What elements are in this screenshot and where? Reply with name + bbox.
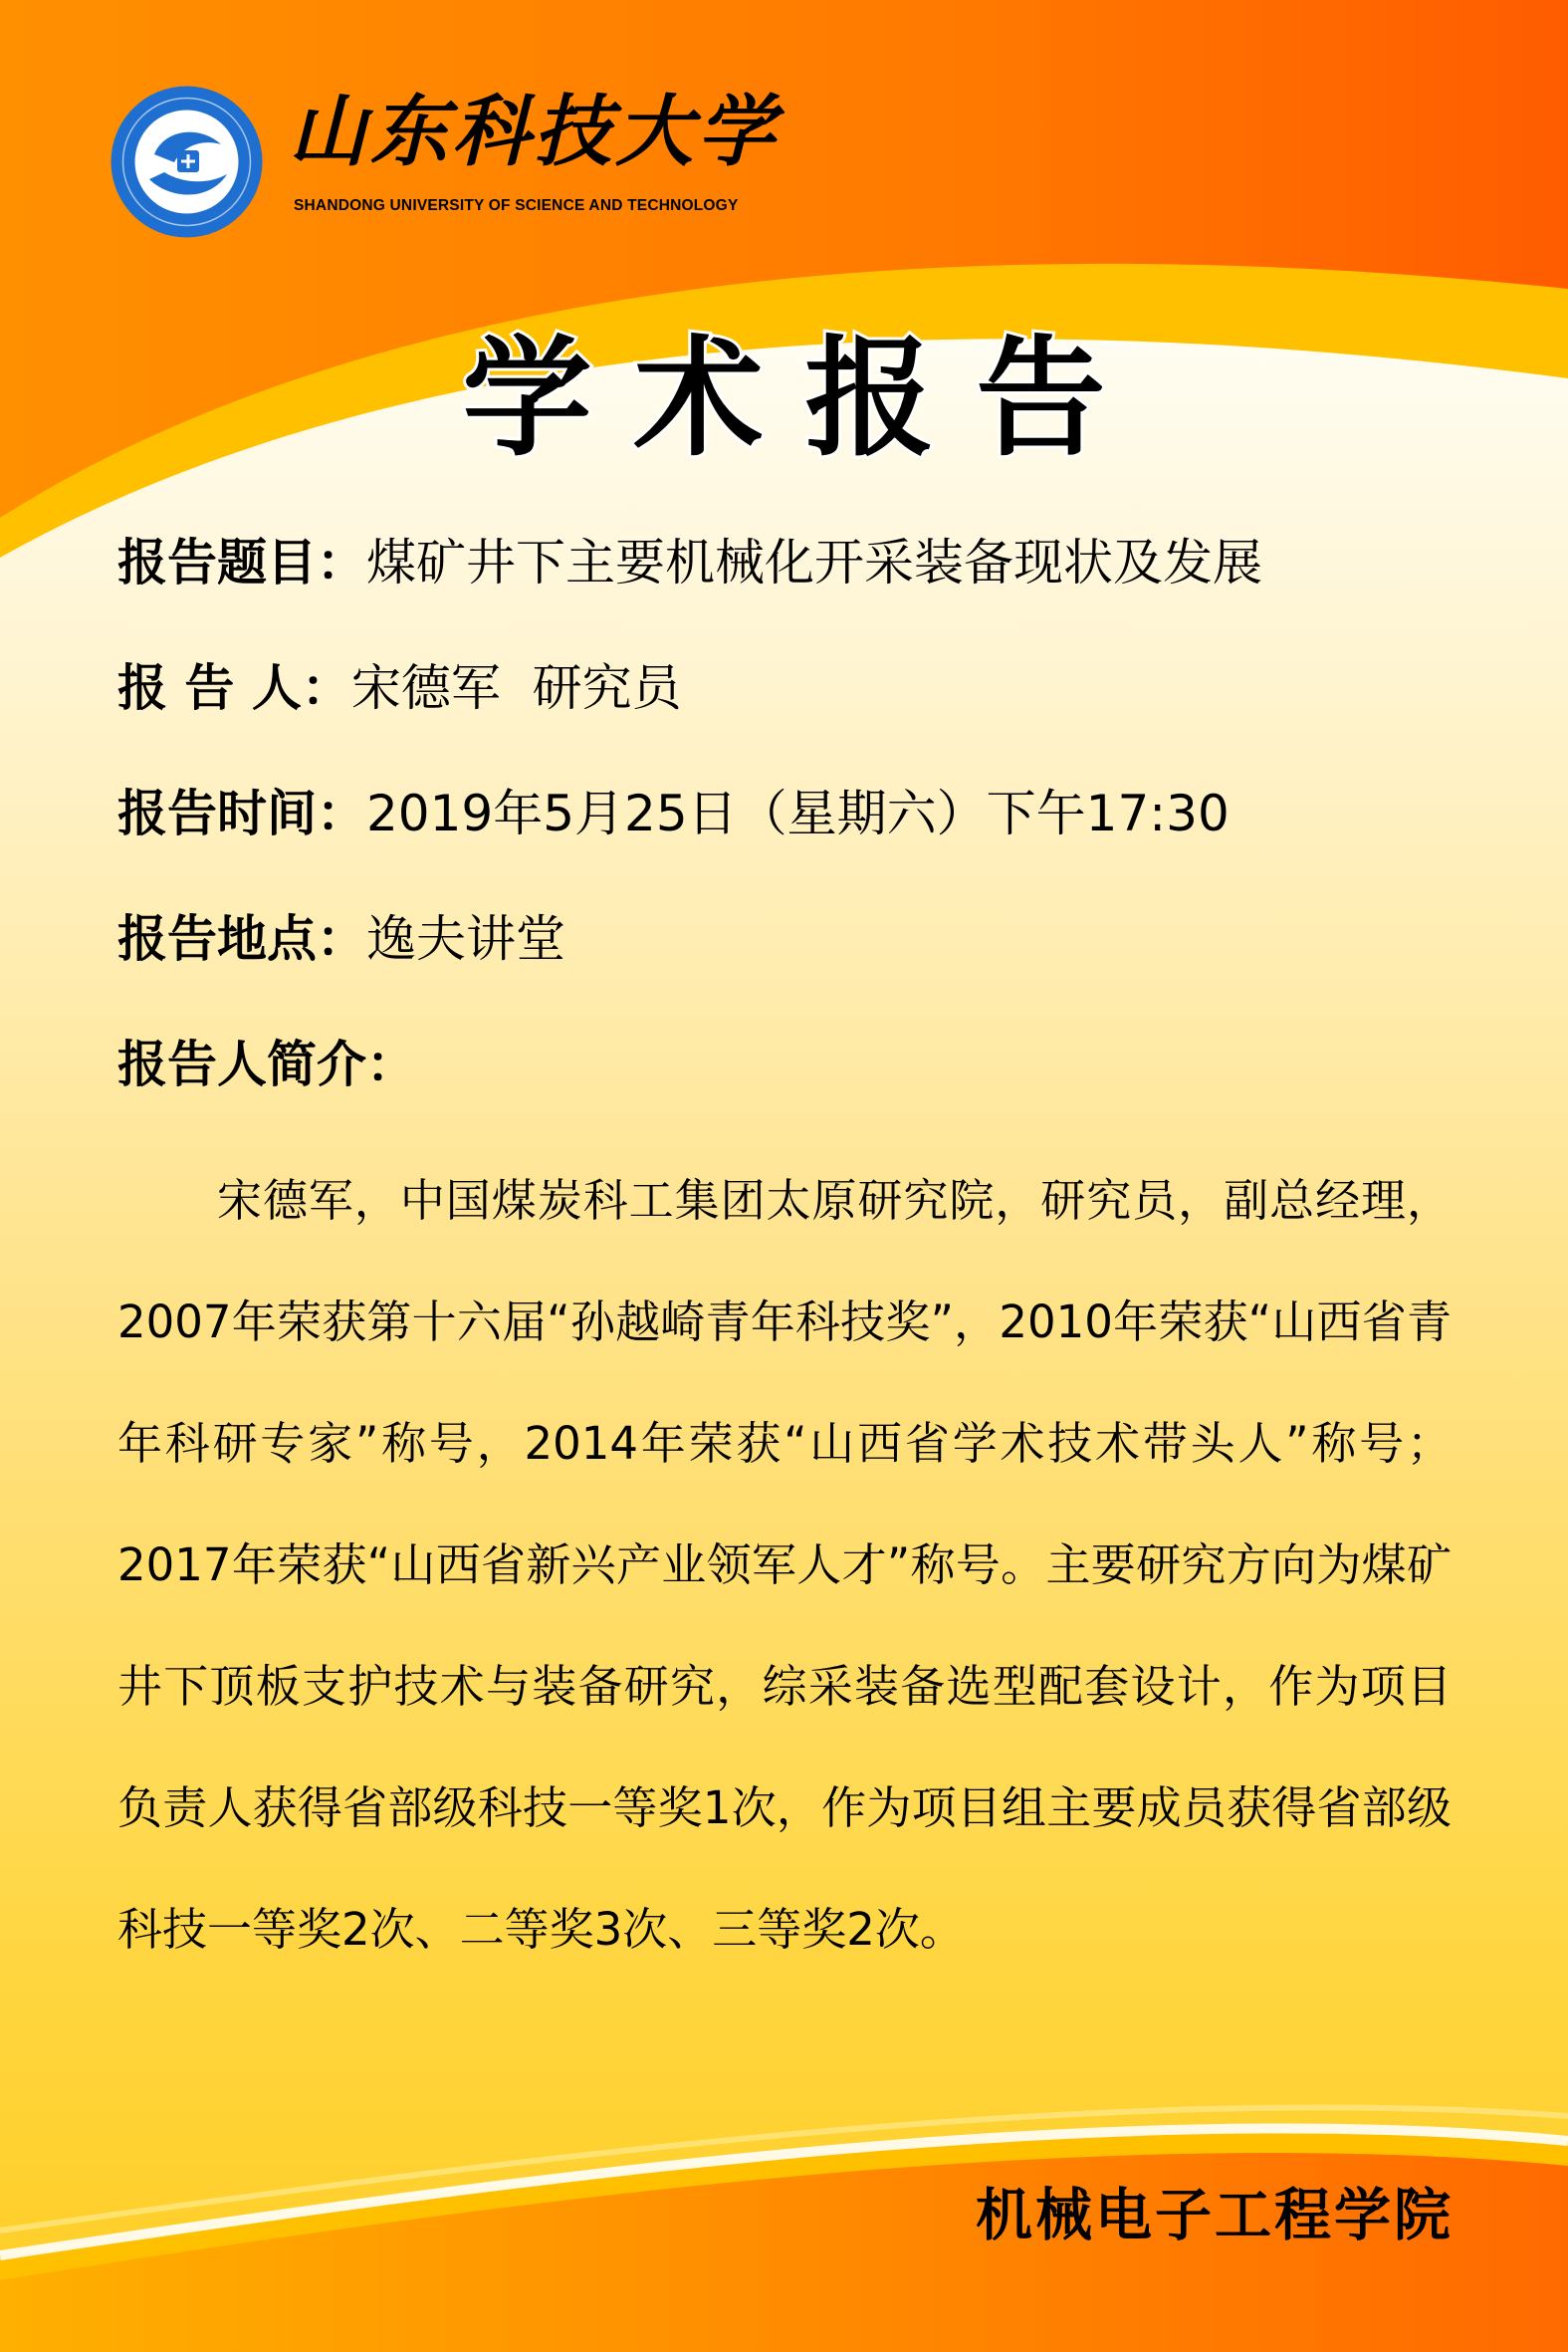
bio-heading-label: 报告人简介： bbox=[117, 1036, 416, 1093]
page-title: 学术报告 bbox=[462, 323, 1148, 474]
speaker-value: 宋德军 研究员 bbox=[350, 659, 682, 717]
time-value: 2019年5月25日（星期六）下午17:30 bbox=[366, 785, 1230, 842]
report-location bbox=[117, 899, 565, 979]
university-emblem-icon bbox=[110, 85, 264, 239]
report-time bbox=[117, 774, 1230, 853]
school-name-en: SHANDONG UNIVERSITY OF SCIENCE AND TECHNOLOGY bbox=[294, 197, 739, 214]
bio-heading bbox=[117, 1025, 416, 1104]
school-name-cn: 山东科技大学 bbox=[289, 87, 780, 177]
time-label: 报告时间： bbox=[117, 785, 366, 842]
location-label: 报告地点： bbox=[117, 910, 366, 968]
college-name: 机械电子工程学院 bbox=[976, 2183, 1454, 2248]
report-topic bbox=[117, 523, 1262, 602]
speaker-label: 报 告 人： bbox=[117, 659, 351, 717]
location-value: 逸夫讲堂 bbox=[366, 910, 565, 968]
report-speaker bbox=[117, 648, 682, 728]
speaker-bio: 宋德军，中国煤炭科工集团太原研究院，研究员，副总经理，2007年荣获第十六届“孙越崎青年科技奖”，2010年荣获“山西省青年科研专家”称号，2014年荣获“山西省学术技术带头人”称号；2017年荣获“山西省新兴产业领军人才”称号。主要研究方向为煤矿井下顶板支护技术与装备研究，综采装备选型配套设计，作为项目负责人获得省部级科技一等奖1次，作为项目组主要成员获得省部级科技一等奖2次、二等奖3次、三等奖2次。 bbox=[117, 1174, 1452, 1956]
topic-label: 报告题目： bbox=[117, 534, 366, 591]
topic-value: 煤矿井下主要机械化开采装备现状及发展 bbox=[366, 534, 1262, 591]
